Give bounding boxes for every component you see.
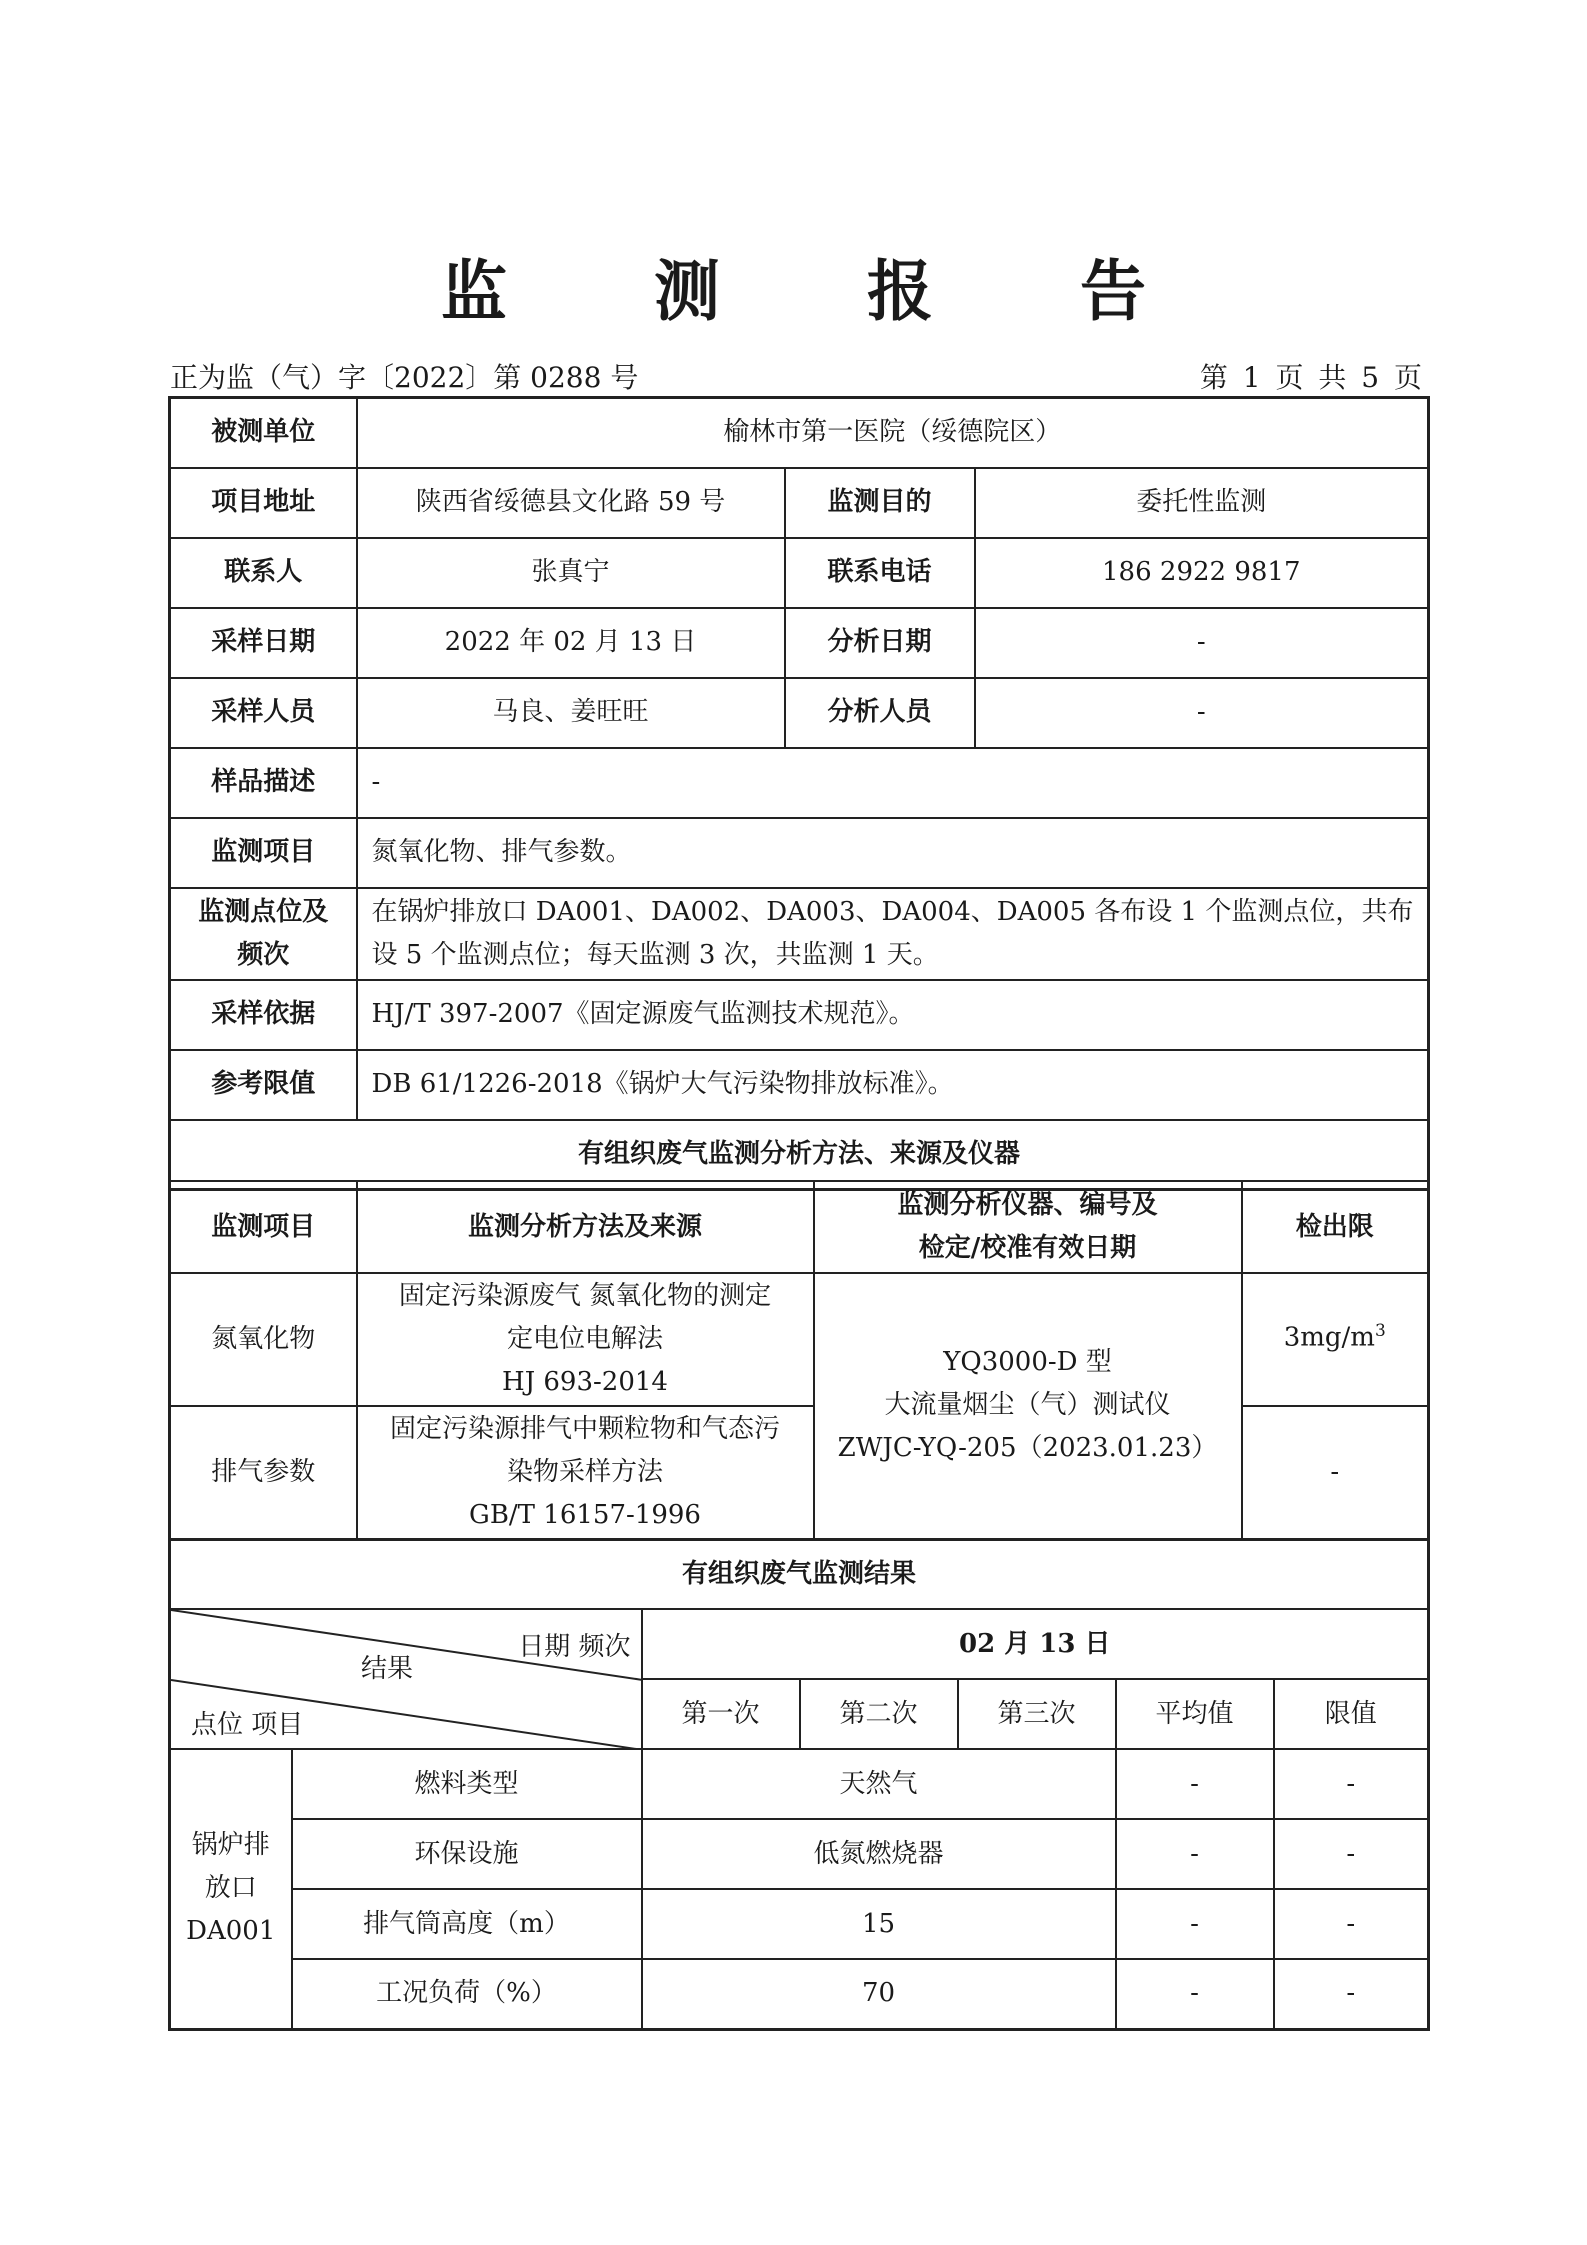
table-row xyxy=(170,1749,1429,1819)
points-value-line-2: 设 5 个监测点位；每天监测 3 次，共监测 1 天。 xyxy=(371,939,939,970)
info-row-items xyxy=(170,818,1429,888)
results-table xyxy=(168,1538,1430,2031)
report-title: 监 测 报 告 xyxy=(441,252,1208,330)
diag-point-item: 点位 项目 xyxy=(191,1710,304,1740)
result-item: 环保设施 xyxy=(292,1819,642,1889)
methods-table xyxy=(168,1180,1430,1541)
result-item: 排气筒高度（m） xyxy=(292,1889,642,1959)
result-limit: - xyxy=(1274,1889,1429,1959)
result-value: 低氮燃烧器 xyxy=(642,1819,1116,1889)
report-number: 正为监（气）字〔2022〕第 0288 号 xyxy=(170,361,639,394)
results-col-2: 第二次 xyxy=(800,1679,958,1749)
purpose-value: 委托性监测 xyxy=(975,468,1429,538)
info-row-points xyxy=(170,888,1429,980)
table-row xyxy=(170,1959,1429,2029)
results-point xyxy=(170,1749,292,2029)
methods-col-item: 监测项目 xyxy=(170,1181,357,1273)
method-exhaust-line-1: 固定污染源排气中颗粒物和气态污 xyxy=(389,1413,780,1444)
points-label-line-1: 监测点位及 xyxy=(198,896,329,927)
items-value: 氮氧化物、排气参数。 xyxy=(357,818,1429,888)
table-row xyxy=(170,1819,1429,1889)
result-limit: - xyxy=(1274,1959,1429,2029)
results-col-3: 第三次 xyxy=(958,1679,1116,1749)
methods-item-nox: 氮氧化物 xyxy=(170,1273,357,1406)
info-row-basis xyxy=(170,980,1429,1050)
analysis-date-label: 分析日期 xyxy=(785,608,975,678)
methods-method-nox xyxy=(357,1273,814,1406)
point-line-2: 放口 xyxy=(204,1873,257,1904)
methods-method-exhaust xyxy=(357,1406,814,1539)
table-row xyxy=(170,1889,1429,1959)
sample-date-value: 2022 年 02 月 13 日 xyxy=(357,608,785,678)
methods-col-detect: 检出限 xyxy=(1242,1181,1429,1273)
diag-result: 结果 xyxy=(361,1654,414,1684)
result-avg: - xyxy=(1116,1889,1274,1959)
results-diagonal-header xyxy=(170,1609,642,1749)
sample-desc-value: - xyxy=(357,748,1429,818)
page-info: 第 1 页 共 5 页 xyxy=(1199,361,1425,394)
results-header-row-1 xyxy=(170,1609,1429,1679)
limit-label: 参考限值 xyxy=(170,1050,357,1120)
result-limit: - xyxy=(1274,1749,1429,1819)
methods-item-exhaust: 排气参数 xyxy=(170,1406,357,1539)
limit-value: DB 61/1226-2018《锅炉大气污染物排放标准》。 xyxy=(357,1050,1429,1120)
info-row-sample-desc xyxy=(170,748,1429,818)
result-avg: - xyxy=(1116,1819,1274,1889)
points-label-line-2: 频次 xyxy=(237,939,290,970)
result-value: 70 xyxy=(642,1959,1116,2029)
analyst-value: - xyxy=(975,678,1429,748)
phone-label: 联系电话 xyxy=(785,538,975,608)
methods-section-title: 有组织废气监测分析方法、来源及仪器 xyxy=(170,1120,1429,1190)
result-avg: - xyxy=(1116,1959,1274,2029)
diag-date-freq: 日期 频次 xyxy=(518,1632,631,1662)
info-row-dates xyxy=(170,608,1429,678)
result-value: 15 xyxy=(642,1889,1116,1959)
contact-label: 联系人 xyxy=(170,538,357,608)
result-item: 燃料类型 xyxy=(292,1749,642,1819)
methods-row-nox xyxy=(170,1273,1429,1406)
methods-col-instrument-line-2: 检定/校准有效日期 xyxy=(918,1233,1137,1263)
phone-value: 186 2922 9817 xyxy=(975,538,1429,608)
info-row-unit xyxy=(170,398,1429,468)
results-section-row xyxy=(170,1539,1429,1609)
method-nox-line-3: HJ 693-2014 xyxy=(502,1367,668,1397)
address-label: 项目地址 xyxy=(170,468,357,538)
detect-nox-base: 3mg/m xyxy=(1283,1322,1375,1353)
instrument-line-2: 大流量烟尘（气）测试仪 xyxy=(884,1390,1171,1421)
point-line-1: 锅炉排 xyxy=(191,1830,270,1861)
result-avg: - xyxy=(1116,1749,1274,1819)
sampler-label: 采样人员 xyxy=(170,678,357,748)
point-line-3: DA001 xyxy=(186,1916,276,1947)
methods-col-instrument xyxy=(814,1181,1242,1273)
sample-desc-label: 样品描述 xyxy=(170,748,357,818)
method-exhaust-line-2: 染物采样方法 xyxy=(506,1456,663,1487)
result-value: 天然气 xyxy=(642,1749,1116,1819)
analyst-label: 分析人员 xyxy=(785,678,975,748)
sample-date-label: 采样日期 xyxy=(170,608,357,678)
detect-nox-sup: 3 xyxy=(1374,1321,1386,1341)
results-col-1: 第一次 xyxy=(642,1679,800,1749)
methods-detect-nox xyxy=(1242,1273,1429,1406)
points-value-line-1: 在锅炉排放口 DA001、DA002、DA003、DA004、DA005 各布设 1 个监测点位，共布 xyxy=(371,896,1414,927)
results-col-limit: 限值 xyxy=(1274,1679,1429,1749)
address-value: 陕西省绥德县文化路 59 号 xyxy=(357,468,785,538)
instrument-line-3: ZWJC-YQ-205（2023.01.23） xyxy=(837,1433,1218,1464)
instrument-line-1: YQ3000-D 型 xyxy=(943,1347,1112,1378)
unit-value: 榆林市第一医院（绥德院区） xyxy=(357,398,1429,468)
method-nox-line-2: 定电位电解法 xyxy=(506,1324,663,1354)
methods-col-instrument-line-1: 监测分析仪器、编号及 xyxy=(897,1190,1158,1220)
method-exhaust-line-3: GB/T 16157-1996 xyxy=(469,1499,701,1530)
result-limit: - xyxy=(1274,1819,1429,1889)
info-row-staff xyxy=(170,678,1429,748)
methods-detect-exhaust: - xyxy=(1242,1406,1429,1539)
methods-instrument xyxy=(814,1273,1242,1539)
results-section-title: 有组织废气监测结果 xyxy=(170,1539,1429,1609)
points-label xyxy=(170,888,357,980)
result-item: 工况负荷（%） xyxy=(292,1959,642,2029)
purpose-label: 监测目的 xyxy=(785,468,975,538)
method-nox-line-1: 固定污染源废气 氮氧化物的测定 xyxy=(398,1281,772,1311)
results-date: 02 月 13 日 xyxy=(642,1609,1429,1679)
basis-value: HJ/T 397-2007《固定源废气监测技术规范》。 xyxy=(357,980,1429,1050)
points-value xyxy=(357,888,1429,980)
analysis-date-value: - xyxy=(975,608,1429,678)
unit-label: 被测单位 xyxy=(170,398,357,468)
results-col-avg: 平均值 xyxy=(1116,1679,1274,1749)
info-row-contact xyxy=(170,538,1429,608)
methods-section-row xyxy=(170,1120,1429,1190)
info-row-limit xyxy=(170,1050,1429,1120)
sampler-value: 马良、姜旺旺 xyxy=(357,678,785,748)
contact-value: 张真宁 xyxy=(357,538,785,608)
basis-label: 采样依据 xyxy=(170,980,357,1050)
methods-header-row xyxy=(170,1181,1429,1273)
info-row-address xyxy=(170,468,1429,538)
info-table xyxy=(168,396,1430,1191)
methods-col-method: 监测分析方法及来源 xyxy=(357,1181,814,1273)
items-label: 监测项目 xyxy=(170,818,357,888)
